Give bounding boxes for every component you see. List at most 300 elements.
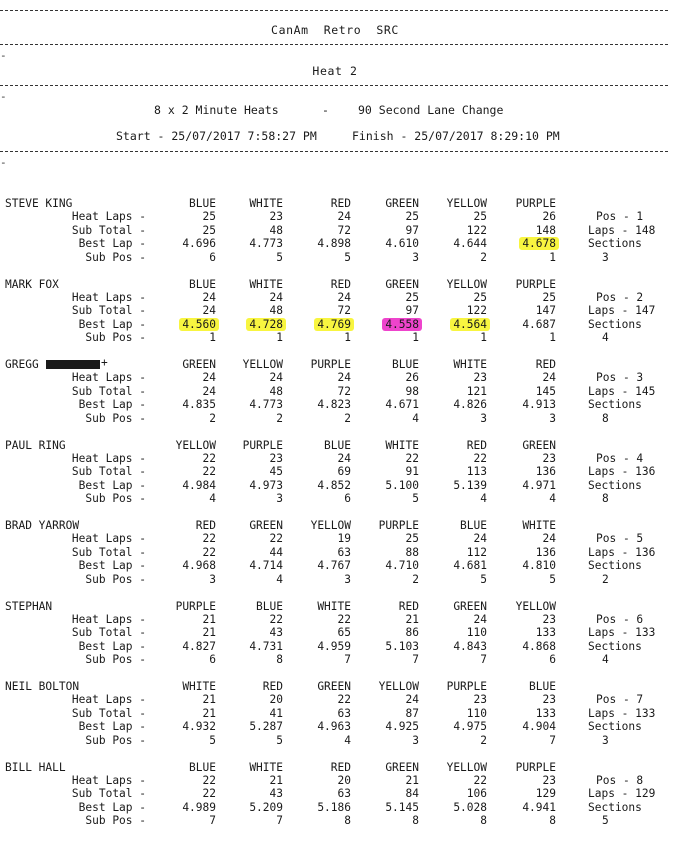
best-lap-value: 4.710 — [385, 559, 419, 573]
heat-laps-value: 26 — [405, 371, 419, 385]
sub-total-value: 21 — [202, 706, 216, 720]
best-lap-value: 5.103 — [385, 639, 419, 653]
lane-label: PURPLE — [310, 358, 351, 371]
lane-label: RED — [262, 680, 283, 693]
best-lap-value: 4.644 — [453, 237, 487, 251]
lane-label: BLUE — [189, 277, 216, 291]
driver-name: BRAD YARROW — [5, 519, 80, 532]
row-label-best-lap: Best Lap - — [78, 720, 146, 734]
position-label: Pos - 5 — [596, 532, 644, 546]
sub-pos-value: 4 — [344, 733, 351, 747]
best-lap-value: 4.971 — [522, 478, 556, 492]
heat-laps-value: 25 — [202, 210, 216, 224]
lane-label: YELLOW — [446, 760, 487, 774]
best-lap-value: 4.671 — [385, 398, 419, 412]
heat-laps-value: 22 — [405, 451, 419, 465]
row-label-sub-total: Sub Total - — [71, 384, 146, 398]
sub-total-value: 43 — [269, 787, 283, 801]
row-label-sub-total: Sub Total - — [71, 706, 146, 720]
sub-total-value: 24 — [202, 304, 216, 318]
row-label-heat-laps: Heat Laps - — [71, 290, 146, 304]
lane-label: GREEN — [453, 599, 487, 613]
lane-label: GREEN — [385, 197, 419, 210]
sub-total-value: 22 — [202, 787, 216, 801]
sub-pos-value: 6 — [549, 653, 556, 667]
lane-label: PURPLE — [515, 760, 556, 774]
sub-pos-value: 6 — [344, 492, 351, 506]
sub-pos-value: 8 — [344, 814, 351, 828]
sub-total-value: 63 — [337, 706, 351, 720]
lane-label: PURPLE — [175, 599, 216, 613]
lane-label: BLUE — [529, 680, 556, 693]
heat-laps-value: 24 — [337, 210, 351, 224]
sub-total-value: 72 — [337, 384, 351, 398]
sub-pos-value: 5 — [412, 492, 419, 506]
sub-pos-value: 5 — [209, 733, 216, 747]
row-label-sub-pos: Sub Pos - — [85, 331, 146, 345]
sections-label: Sections — [588, 559, 642, 573]
lane-label: RED — [330, 277, 351, 291]
sub-pos-value: 4 — [480, 492, 487, 506]
sub-total-value: 122 — [466, 304, 487, 318]
sections-value: 3 — [602, 733, 609, 747]
row-label-sub-total: Sub Total - — [71, 545, 146, 559]
lane-label: BLUE — [392, 358, 419, 371]
format-separator: - — [322, 103, 329, 117]
best-lap-value: 4.932 — [182, 720, 216, 734]
rule-tick: - — [0, 156, 7, 169]
laps-total: Laps - 145 — [588, 384, 656, 398]
sub-total-value: 113 — [466, 465, 487, 479]
heat-laps-value: 24 — [337, 371, 351, 385]
sub-total-value: 48 — [269, 304, 283, 318]
sections-value: 8 — [602, 492, 609, 506]
row-label-heat-laps: Heat Laps - — [71, 532, 146, 546]
sections-value: 4 — [602, 331, 609, 345]
sub-pos-value: 3 — [276, 492, 283, 506]
best-lap-value: 5.287 — [249, 720, 283, 734]
sections-value: 4 — [602, 653, 609, 667]
best-lap-value-highlighted: 4.728 — [246, 318, 286, 331]
sections-value: 8 — [602, 411, 609, 425]
sub-pos-value: 2 — [412, 572, 419, 586]
sections-label: Sections — [588, 478, 642, 492]
best-lap-value: 4.810 — [522, 559, 556, 573]
lane-label: WHITE — [249, 197, 283, 210]
sub-pos-value: 3 — [344, 572, 351, 586]
best-lap-value: 4.989 — [182, 800, 216, 814]
lane-label: WHITE — [385, 438, 419, 452]
best-lap-value: 4.681 — [453, 559, 487, 573]
driver-name: PAUL RING — [5, 438, 66, 452]
driver-name: STEPHAN — [5, 599, 53, 613]
sub-total-value: 133 — [535, 706, 556, 720]
best-lap-value: 4.610 — [385, 237, 419, 251]
sub-pos-value: 3 — [480, 411, 487, 425]
lane-label: RED — [330, 760, 351, 774]
row-label-best-lap: Best Lap - — [78, 639, 146, 653]
heat-laps-value: 24 — [473, 612, 487, 626]
sub-total-value: 72 — [337, 304, 351, 318]
sub-total-value: 22 — [202, 545, 216, 559]
heat-laps-value: 22 — [337, 693, 351, 707]
sections-label: Sections — [588, 720, 642, 734]
sub-total-value: 41 — [269, 706, 283, 720]
sub-pos-value: 1 — [549, 250, 556, 264]
heat-laps-value: 25 — [473, 290, 487, 304]
sub-pos-value: 3 — [549, 411, 556, 425]
sub-pos-value: 7 — [412, 653, 419, 667]
best-lap-value: 4.714 — [249, 559, 283, 573]
row-label-sub-pos: Sub Pos - — [85, 250, 146, 264]
sub-pos-value: 1 — [276, 331, 283, 345]
heat-laps-value: 24 — [542, 371, 556, 385]
sub-pos-value: 7 — [480, 653, 487, 667]
sub-total-value: 122 — [466, 223, 487, 237]
heat-laps-value: 21 — [202, 612, 216, 626]
best-lap-value: 4.687 — [522, 317, 556, 331]
position-label: Pos - 8 — [596, 773, 644, 787]
sub-total-value: 63 — [337, 545, 351, 559]
sub-total-value: 43 — [269, 626, 283, 640]
dashed-rule — [0, 10, 668, 11]
heat-laps-value: 25 — [473, 210, 487, 224]
sub-total-value: 98 — [405, 384, 419, 398]
laps-total: Laps - 148 — [588, 223, 656, 237]
laps-total: Laps - 133 — [588, 706, 656, 720]
heat-laps-value: 20 — [337, 773, 351, 787]
laps-total: Laps - 136 — [588, 545, 656, 559]
heat-laps-value: 22 — [269, 612, 283, 626]
heat-laps-value: 21 — [202, 693, 216, 707]
heat-laps-value: 23 — [542, 693, 556, 707]
heat-laps-value: 24 — [337, 290, 351, 304]
sub-total-value: 147 — [535, 304, 556, 318]
heat-laps-value: 19 — [337, 532, 351, 546]
row-label-heat-laps: Heat Laps - — [71, 773, 146, 787]
heat-laps-value: 20 — [269, 693, 283, 707]
lane-label: WHITE — [182, 680, 216, 693]
position-label: Pos - 1 — [596, 210, 644, 224]
row-label-sub-total: Sub Total - — [71, 626, 146, 640]
sections-value: 3 — [602, 250, 609, 264]
row-label-heat-laps: Heat Laps - — [71, 371, 146, 385]
heat-laps-value: 25 — [405, 532, 419, 546]
position-label: Pos - 3 — [596, 371, 644, 385]
dashed-rule — [0, 85, 668, 86]
best-lap-value: 4.984 — [182, 478, 216, 492]
dashed-rule — [0, 44, 668, 45]
lane-label: WHITE — [522, 519, 556, 532]
row-label-sub-pos: Sub Pos - — [85, 653, 146, 667]
best-lap-value: 4.968 — [182, 559, 216, 573]
lane-label: GREEN — [385, 277, 419, 291]
lane-label: PURPLE — [378, 519, 419, 532]
heat-laps-value: 23 — [542, 451, 556, 465]
row-label-sub-total: Sub Total - — [71, 787, 146, 801]
laps-total: Laps - 136 — [588, 465, 656, 479]
sub-pos-value: 1 — [344, 331, 351, 345]
best-lap-value: 5.145 — [385, 800, 419, 814]
sub-pos-value: 1 — [209, 331, 216, 345]
sub-pos-value: 7 — [344, 653, 351, 667]
sub-total-value: 112 — [466, 545, 487, 559]
lane-label: PURPLE — [242, 438, 283, 452]
rule-tick: - — [0, 90, 7, 103]
heat-laps-value: 26 — [542, 210, 556, 224]
sub-total-value: 97 — [405, 223, 419, 237]
sub-total-value: 86 — [405, 626, 419, 640]
lane-label: RED — [195, 519, 216, 532]
heat-laps-value: 22 — [202, 773, 216, 787]
driver-name: MARK FOX — [5, 277, 59, 291]
best-lap-value: 4.843 — [453, 639, 487, 653]
driver-name: NEIL BOLTON — [5, 680, 80, 693]
sub-pos-value: 7 — [209, 814, 216, 828]
sub-pos-value: 4 — [276, 572, 283, 586]
sub-total-value: 129 — [535, 787, 556, 801]
row-label-sub-total: Sub Total - — [71, 465, 146, 479]
lane-label: GREEN — [317, 680, 351, 693]
best-lap-value: 4.767 — [317, 559, 351, 573]
sub-total-value: 25 — [202, 223, 216, 237]
lane-label: PURPLE — [446, 680, 487, 693]
sub-total-value: 69 — [337, 465, 351, 479]
laps-total: Laps - 129 — [588, 787, 656, 801]
heat-laps-value: 23 — [473, 371, 487, 385]
best-lap-value: 4.959 — [317, 639, 351, 653]
lane-label: WHITE — [317, 599, 351, 613]
best-lap-value: 5.028 — [453, 800, 487, 814]
best-lap-value: 4.963 — [317, 720, 351, 734]
sub-pos-value: 2 — [344, 411, 351, 425]
handwritten-mark: + — [101, 356, 108, 369]
driver-name: STEVE KING — [5, 197, 73, 210]
heat-laps-value: 23 — [269, 451, 283, 465]
sub-total-value: 87 — [405, 706, 419, 720]
sub-pos-value: 8 — [480, 814, 487, 828]
heat-laps-value: 24 — [405, 693, 419, 707]
heat-laps-value: 24 — [542, 532, 556, 546]
best-lap-value: 4.868 — [522, 639, 556, 653]
best-lap-value: 4.773 — [249, 398, 283, 412]
sub-total-value: 63 — [337, 787, 351, 801]
sub-total-value: 88 — [405, 545, 419, 559]
sub-total-value: 106 — [466, 787, 487, 801]
best-lap-value-highlighted: 4.558 — [382, 318, 422, 331]
heat-laps-value: 23 — [542, 612, 556, 626]
heat-laps-value: 24 — [337, 451, 351, 465]
sub-pos-value: 2 — [209, 411, 216, 425]
best-lap-value: 4.835 — [182, 398, 216, 412]
row-label-best-lap: Best Lap - — [78, 398, 146, 412]
sections-label: Sections — [588, 398, 642, 412]
best-lap-value-highlighted: 4.769 — [314, 318, 354, 331]
finish-time: Finish - 25/07/2017 8:29:10 PM — [352, 129, 560, 143]
sub-total-value: 48 — [269, 384, 283, 398]
row-label-heat-laps: Heat Laps - — [71, 451, 146, 465]
lane-label: WHITE — [249, 277, 283, 291]
sub-total-value: 97 — [405, 304, 419, 318]
sub-total-value: 45 — [269, 465, 283, 479]
best-lap-value: 5.209 — [249, 800, 283, 814]
lane-label: RED — [330, 197, 351, 210]
heat-laps-value: 25 — [542, 290, 556, 304]
heat-laps-value: 21 — [405, 612, 419, 626]
lane-label: RED — [535, 358, 556, 371]
sub-total-value: 110 — [466, 626, 487, 640]
row-label-sub-pos: Sub Pos - — [85, 492, 146, 506]
best-lap-value: 4.731 — [249, 639, 283, 653]
sub-pos-value: 6 — [209, 250, 216, 264]
sub-total-value: 91 — [405, 465, 419, 479]
sub-pos-value: 1 — [412, 331, 419, 345]
sub-pos-value: 5 — [480, 572, 487, 586]
sub-pos-value: 2 — [276, 411, 283, 425]
sub-pos-value: 8 — [276, 653, 283, 667]
lane-label: YELLOW — [446, 277, 487, 291]
sub-pos-value: 3 — [209, 572, 216, 586]
best-lap-value: 4.898 — [317, 237, 351, 251]
laps-total: Laps - 133 — [588, 626, 656, 640]
heat-laps-value: 22 — [337, 612, 351, 626]
sub-total-value: 72 — [337, 223, 351, 237]
sections-label: Sections — [588, 639, 642, 653]
best-lap-value: 4.904 — [522, 720, 556, 734]
sub-total-value: 22 — [202, 465, 216, 479]
start-time: Start - 25/07/2017 7:58:27 PM — [116, 129, 317, 143]
heat-laps-value: 23 — [269, 210, 283, 224]
row-label-best-lap: Best Lap - — [78, 559, 146, 573]
lane-label: BLUE — [324, 438, 351, 452]
sub-pos-value: 5 — [276, 250, 283, 264]
sub-pos-value: 5 — [276, 733, 283, 747]
lane-label: GREEN — [385, 760, 419, 774]
row-label-sub-total: Sub Total - — [71, 304, 146, 318]
heat-laps-value: 22 — [473, 451, 487, 465]
driver-name: BILL HALL — [5, 760, 66, 774]
best-lap-value: 4.823 — [317, 398, 351, 412]
driver-name: GREGG — [5, 358, 39, 371]
lane-label: WHITE — [249, 760, 283, 774]
sub-total-value: 84 — [405, 787, 419, 801]
sub-pos-value: 8 — [412, 814, 419, 828]
heat-laps-value: 23 — [473, 693, 487, 707]
heat-laps-value: 25 — [405, 290, 419, 304]
row-label-sub-pos: Sub Pos - — [85, 572, 146, 586]
heat-laps-value: 24 — [269, 290, 283, 304]
sub-total-value: 65 — [337, 626, 351, 640]
sub-pos-value: 2 — [480, 733, 487, 747]
heat-laps-value: 21 — [269, 773, 283, 787]
position-label: Pos - 6 — [596, 612, 644, 626]
heat-laps-value: 22 — [202, 532, 216, 546]
lane-label: YELLOW — [515, 599, 556, 613]
lane-label: GREEN — [249, 519, 283, 532]
heat-laps-value: 24 — [202, 371, 216, 385]
best-lap-value: 4.696 — [182, 237, 216, 251]
sub-pos-value: 4 — [412, 411, 419, 425]
heat-laps-value: 22 — [269, 532, 283, 546]
sub-pos-value: 5 — [549, 572, 556, 586]
sub-pos-value: 8 — [549, 814, 556, 828]
sub-pos-value: 7 — [276, 814, 283, 828]
best-lap-value: 5.139 — [453, 478, 487, 492]
best-lap-value: 4.941 — [522, 800, 556, 814]
lane-label: BLUE — [189, 197, 216, 210]
row-label-best-lap: Best Lap - — [78, 478, 146, 492]
best-lap-value: 4.852 — [317, 478, 351, 492]
row-label-best-lap: Best Lap - — [78, 800, 146, 814]
sub-pos-value: 1 — [480, 331, 487, 345]
lane-label: RED — [466, 438, 487, 452]
rule-tick: - — [0, 49, 7, 62]
best-lap-value: 4.925 — [385, 720, 419, 734]
sub-total-value: 148 — [535, 223, 556, 237]
lane-label: PURPLE — [515, 277, 556, 291]
best-lap-value-highlighted: 4.678 — [519, 237, 559, 250]
sub-total-value: 133 — [535, 626, 556, 640]
lane-label: YELLOW — [378, 680, 419, 693]
lane-label: GREEN — [182, 358, 216, 371]
best-lap-value: 4.826 — [453, 398, 487, 412]
heat-laps-value: 24 — [202, 290, 216, 304]
best-lap-value: 4.973 — [249, 478, 283, 492]
laps-total: Laps - 147 — [588, 304, 656, 318]
heat-laps-value: 22 — [202, 451, 216, 465]
best-lap-value: 5.186 — [317, 800, 351, 814]
sub-pos-value: 6 — [209, 653, 216, 667]
sub-total-value: 24 — [202, 384, 216, 398]
lane-label: YELLOW — [446, 197, 487, 210]
format-right: 90 Second Lane Change — [358, 103, 504, 117]
row-label-best-lap: Best Lap - — [78, 317, 146, 331]
sections-label: Sections — [588, 800, 642, 814]
heat-laps-value: 24 — [269, 371, 283, 385]
row-label-sub-pos: Sub Pos - — [85, 733, 146, 747]
sub-pos-value: 5 — [344, 250, 351, 264]
heat-title: Heat 2 — [312, 64, 358, 78]
lane-label: BLUE — [460, 519, 487, 532]
sub-pos-value: 4 — [209, 492, 216, 506]
best-lap-value-highlighted: 4.560 — [179, 318, 219, 331]
sections-value: 5 — [602, 814, 609, 828]
lane-label: WHITE — [453, 358, 487, 371]
heat-laps-value: 24 — [473, 532, 487, 546]
sub-total-value: 145 — [535, 384, 556, 398]
sub-pos-value: 7 — [549, 733, 556, 747]
lane-label: YELLOW — [242, 358, 283, 371]
row-label-sub-pos: Sub Pos - — [85, 411, 146, 425]
best-lap-value: 4.773 — [249, 237, 283, 251]
sub-pos-value: 1 — [549, 331, 556, 345]
sub-total-value: 121 — [466, 384, 487, 398]
sub-total-value: 136 — [535, 545, 556, 559]
sub-pos-value: 3 — [412, 733, 419, 747]
best-lap-value: 4.827 — [182, 639, 216, 653]
sub-total-value: 21 — [202, 626, 216, 640]
heat-laps-value: 22 — [473, 773, 487, 787]
best-lap-value-highlighted: 4.564 — [450, 318, 490, 331]
row-label-sub-pos: Sub Pos - — [85, 814, 146, 828]
best-lap-value: 4.975 — [453, 720, 487, 734]
lane-label: YELLOW — [175, 438, 216, 452]
row-label-heat-laps: Heat Laps - — [71, 693, 146, 707]
sub-total-value: 48 — [269, 223, 283, 237]
format-left: 8 x 2 Minute Heats — [154, 103, 279, 117]
heat-laps-value: 21 — [405, 773, 419, 787]
sections-label: Sections — [588, 317, 642, 331]
